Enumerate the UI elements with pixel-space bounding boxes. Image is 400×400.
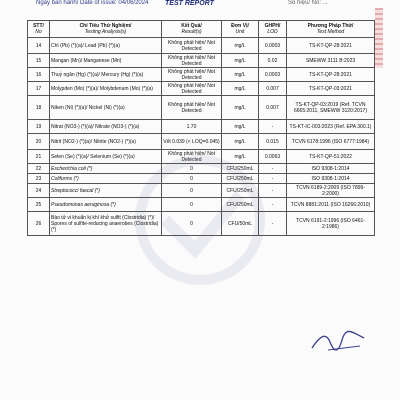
row-lod: - (259, 120, 287, 134)
row-lod: - (259, 174, 287, 184)
table-row (28, 38, 375, 54)
row-analysis: Mangan (Mn)/ Manganese (Mn) (50, 54, 162, 68)
row-no: 16 (28, 68, 50, 82)
row-no: 25 (28, 198, 50, 212)
row-analysis: Molypden (Mo) (*)(a)/ Molybdenum (Mo) (*)(a) (50, 82, 162, 96)
row-no: 14 (28, 38, 50, 54)
row-method: TS-KT-IC-003:2023 (Ref. EPA 300.1) (287, 120, 375, 134)
row-result: Không phát hiện/ Not Detected (162, 54, 222, 68)
row-method: ISO 9308-1:2014 (287, 164, 375, 174)
row-analysis: Selen (Se) (*)(a)/ Selenium (Se) (*)(a) (50, 150, 162, 164)
row-unit: mg/L (222, 96, 259, 120)
row-unit: mg/L (222, 134, 259, 150)
row-lod: 0.015 (259, 134, 287, 150)
row-no: 17 (28, 82, 50, 96)
row-no: 18 (28, 96, 50, 120)
row-method: TS-KT-QP-51:2022 (287, 150, 375, 164)
row-lod: - (259, 198, 287, 212)
table-row (28, 174, 375, 184)
row-result: Vết 0.039 (< LOQ=0.045) (162, 134, 222, 150)
col-no: STT/ No (28, 21, 50, 38)
row-unit: mg/L (222, 54, 259, 68)
row-unit: mg/L (222, 120, 259, 134)
row-no: 19 (28, 120, 50, 134)
row-unit: CFU/250mL (222, 198, 259, 212)
row-analysis: Nitrit (NO2-) (*)(a)/ Nitrite (NO2-) (*)(a) (50, 134, 162, 150)
row-result: Không phát hiện/ Not Detected (162, 96, 222, 120)
row-analysis: Thuỷ ngân (Hg) (*)(a)/ Mercury (Hg) (*)(a) (50, 68, 162, 82)
row-lod: 0.007 (259, 96, 287, 120)
row-unit: mg/L (222, 150, 259, 164)
row-unit: CFU/250mL (222, 184, 259, 198)
row-lod: - (259, 164, 287, 174)
row-no: 20 (28, 134, 50, 150)
row-result: Không phát hiện/ Not Detected (162, 38, 222, 54)
report-header (0, 0, 400, 7)
row-method: SMEWW 3111 B:2023 (287, 54, 375, 68)
row-lod: 0.02 (259, 54, 287, 68)
table-row (28, 150, 375, 164)
table-row (28, 120, 375, 134)
row-result: 0 (162, 174, 222, 184)
table-row (28, 212, 375, 236)
row-analysis: Bào tử vi khuẩn kị khí khử sulfit (Clostridia) (*)/ Spores of sulfite-reducing anaerobes (Clostridia) (*) (50, 212, 162, 236)
row-unit: mg/L (222, 82, 259, 96)
row-method: TS-KT-QP-28:2021 (287, 68, 375, 82)
row-method: TS-KT-QP-03:2019 (Ref. TCVN 6665:2011, SMEWW 3120:2017) (287, 96, 375, 120)
row-method: TS-KT-QP-28:2021 (287, 38, 375, 54)
report-title: TEST REPORT (165, 0, 214, 7)
row-unit: CFU/50mL (222, 212, 259, 236)
results-table (27, 20, 375, 236)
row-lod: 0.0003 (259, 68, 287, 82)
row-lod: - (259, 184, 287, 198)
col-result: Kết Quả/ Result(s) (162, 21, 222, 38)
issue-date: Ngày ban hành/ Date of issue: 04/06/2024 (36, 0, 149, 6)
row-method: TCVN 8881:2011 (ISO 16266:2010) (287, 198, 375, 212)
row-method: ISO 9308-1:2014 (287, 174, 375, 184)
row-no: 24 (28, 184, 50, 198)
row-lod: 0.0003 (259, 38, 287, 54)
row-unit: CFU/250mL (222, 164, 259, 174)
row-result: 0 (162, 212, 222, 236)
row-result: 1.70 (162, 120, 222, 134)
row-analysis: Coliforms (*) (50, 174, 162, 184)
row-method: TCVN 6191-2:1996 (ISO 6461-2:1986) (287, 212, 375, 236)
row-method: TCVN 6189-2:2009 (ISO 7899-2:2000) (287, 184, 375, 198)
row-result: 0 (162, 184, 222, 198)
row-analysis: Chì (Pb) (*)(a)/ Lead (Pb) (*)(a) (50, 38, 162, 54)
row-lod: 0.007 (259, 82, 287, 96)
row-method: TS-KT-QP-03:2021 (287, 82, 375, 96)
row-method: TCVN 6178:1996 (ISO 6777:1984) (287, 134, 375, 150)
col-lod: GHPH/ LOD (259, 21, 287, 38)
row-lod: 0.0063 (259, 150, 287, 164)
row-unit: mg/L (222, 38, 259, 54)
report-number: Số hiệu/ No: ... (288, 0, 328, 6)
row-analysis: Pseudomonas aeruginosa (*) (50, 198, 162, 212)
row-no: 26 (28, 212, 50, 236)
table-row (28, 96, 375, 120)
row-analysis: Streptococci faecal (*) (50, 184, 162, 198)
row-analysis: Niken (Ni) (*)(a)/ Nickel (Ni) (*)(a) (50, 96, 162, 120)
row-result: 0 (162, 198, 222, 212)
col-method: Phương Pháp Thử/ Test Method (287, 21, 375, 38)
table-header-row (28, 21, 375, 38)
table-row (28, 198, 375, 212)
row-analysis: Nitrat (NO3-) (*)(a)/ Nitrate (NO3-) (*)(a) (50, 120, 162, 134)
col-unit: Đơn Vị/ Unit (222, 21, 259, 38)
row-analysis: Escherichia coli (*) (50, 164, 162, 174)
row-result: 0 (162, 164, 222, 174)
row-result: Không phát hiện/ Not Detected (162, 82, 222, 96)
row-no: 15 (28, 54, 50, 68)
signature-icon (308, 326, 368, 356)
row-no: 22 (28, 164, 50, 174)
table-row (28, 68, 375, 82)
row-no: 21 (28, 150, 50, 164)
table-row (28, 184, 375, 198)
row-lod: - (259, 212, 287, 236)
table-row (28, 164, 375, 174)
table-row (28, 134, 375, 150)
row-no: 23 (28, 174, 50, 184)
col-analysis: Chỉ Tiêu Thử Nghiệm/ Testing Analysis(s) (50, 21, 162, 38)
row-unit: mg/L (222, 68, 259, 82)
row-unit: CFU/250mL (222, 174, 259, 184)
stamp-edge (375, 8, 383, 68)
row-result: Không phát hiện/ Not Detected (162, 68, 222, 82)
row-result: Không phát hiện/ Not Detected (162, 150, 222, 164)
table-row (28, 54, 375, 68)
table-row (28, 82, 375, 96)
